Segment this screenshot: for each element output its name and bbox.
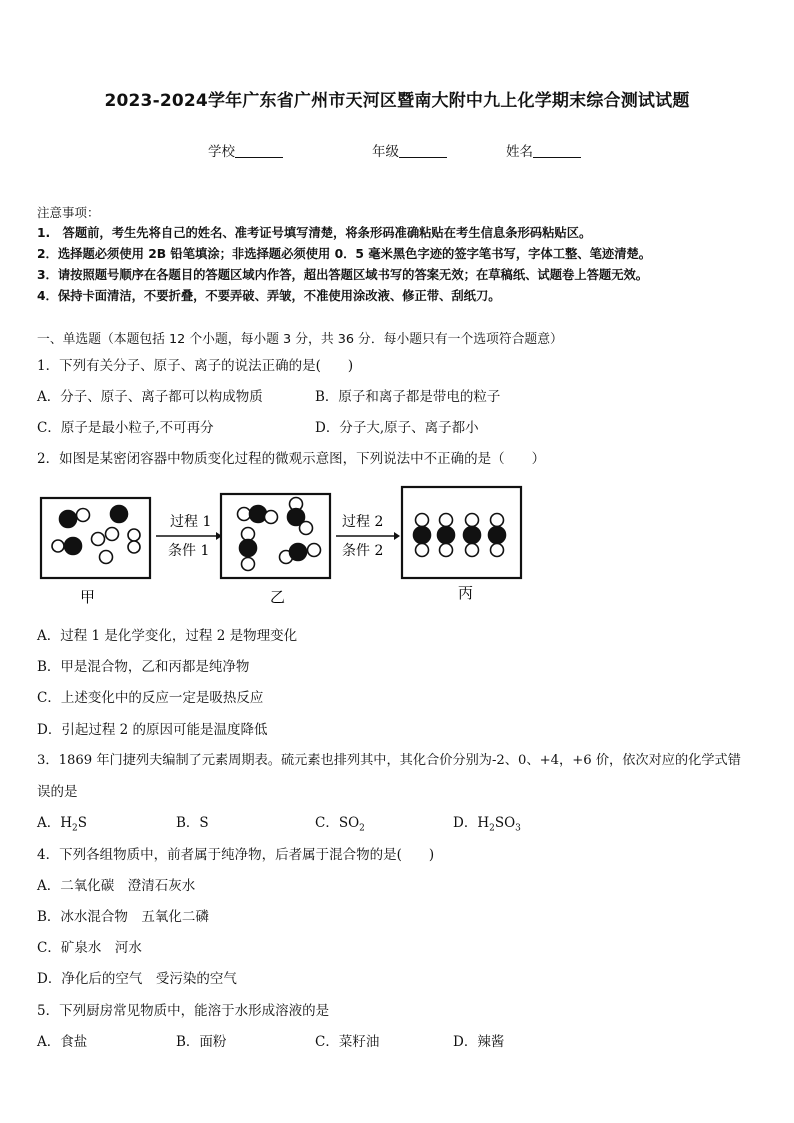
q1-option-b[interactable]: B．原子和离子都是带电的粒子: [315, 389, 501, 405]
q1-option-d[interactable]: D．分子大,原子、离子都小: [315, 420, 479, 436]
arrow1-top-label: 过程 1: [170, 514, 212, 530]
name-field[interactable]: [506, 140, 581, 160]
notice-item: 1. 答题前，考生先将自己的姓名、准考证号填写清楚，将条形码准确粘贴在考生信息条形码粘贴区。: [37, 226, 592, 240]
q5-option-b[interactable]: B．面粉: [176, 1034, 227, 1050]
q4-option-a[interactable]: A．二氧化碳 澄清石灰水: [37, 878, 196, 894]
question-3-stem: 3．1869 年门捷列夫编制了元素周期表。硫元素也排列其中，其化合价分别为-2、0、+4，+6 价，依次对应的化学式错: [37, 753, 741, 768]
grade-label: 年级: [372, 144, 399, 160]
q1-option-a[interactable]: A．分子、原子、离子都可以构成物质: [37, 389, 263, 405]
q2-option-a[interactable]: A．过程 1 是化学变化，过程 2 是物理变化: [37, 628, 298, 644]
section-heading: 一、单选题（本题包括 12 个小题，每小题 3 分，共 36 分．每小题只有一个选项符合题意）: [37, 332, 563, 347]
notice-item: 2．选择题必须使用 2B 铅笔填涂；非选择题必须使用 0．5 毫米黑色字迹的签字笔书写，字体工整、笔迹清楚。: [37, 247, 652, 261]
arrow2-bottom-label: 条件 2: [342, 543, 384, 559]
arrow2-top-label: 过程 2: [342, 514, 384, 530]
label-yi: 乙: [270, 588, 286, 606]
grade-field[interactable]: [372, 140, 447, 160]
label-bing: 丙: [458, 584, 474, 602]
question-4-stem: 4．下列各组物质中，前者属于纯净物，后者属于混合物的是( ): [37, 847, 435, 863]
notice-heading: 注意事项：: [37, 205, 100, 220]
question-1-stem: 1．下列有关分子、原子、离子的说法正确的是( ): [37, 358, 354, 374]
q4-option-c[interactable]: C．矿泉水 河水: [37, 940, 142, 956]
q2-option-c[interactable]: C．上述变化中的反应一定是吸热反应: [37, 690, 264, 706]
q4-option-b[interactable]: B．冰水混合物 五氧化二磷: [37, 909, 209, 925]
arrow-2-head: [394, 532, 400, 540]
arrow1-bottom-label: 条件 1: [168, 543, 210, 559]
question-3-stem-cont: 误的是: [37, 784, 78, 800]
school-blank[interactable]: [235, 144, 283, 158]
page-title: 2023-2024学年广东省广州市天河区暨南大附中九上化学期末综合测试试题: [104, 91, 690, 111]
q3-option-b[interactable]: B．S: [176, 815, 209, 831]
q4-option-d[interactable]: D．净化后的空气 受污染的空气: [37, 971, 237, 987]
q3-option-a[interactable]: A．$H_2S$: [37, 815, 88, 834]
q5-option-c[interactable]: C．菜籽油: [315, 1034, 380, 1050]
notice-item: 4．保持卡面清洁，不要折叠，不要弄破、弄皱，不准使用涂改液、修正带、刮纸刀。: [37, 289, 501, 303]
notice-item: 3．请按照题号顺序在各题目的答题区域内作答，超出答题区域书写的答案无效；在草稿纸、试题卷上答题无效。: [37, 268, 649, 282]
label-jia: 甲: [80, 588, 96, 606]
q3-option-d[interactable]: D．$H_2SO_3$: [453, 815, 521, 834]
question-5-stem: 5．下列厨房常见物质中，能溶于水形成溶液的是: [37, 1003, 330, 1019]
school-field[interactable]: [208, 140, 283, 160]
box-yi: [221, 494, 330, 578]
name-blank[interactable]: [533, 144, 581, 158]
q5-option-d[interactable]: D．辣酱: [453, 1034, 505, 1050]
q2-option-b[interactable]: B．甲是混合物，乙和丙都是纯净物: [37, 659, 250, 675]
question-2-stem: 2．如图是某密闭容器中物质变化过程的微观示意图，下列说法中不正确的是（ ）: [37, 451, 546, 467]
school-label: 学校: [208, 144, 235, 160]
q5-option-a[interactable]: A．食盐: [37, 1034, 88, 1050]
microscopic-diagram: [38, 484, 528, 610]
name-label: 姓名: [506, 144, 533, 160]
grade-blank[interactable]: [399, 144, 447, 158]
q2-option-d[interactable]: D．引起过程 2 的原因可能是温度降低: [37, 722, 268, 738]
q3-option-c[interactable]: C．$SO_2$: [315, 815, 365, 834]
q1-option-c[interactable]: C．原子是最小粒子,不可再分: [37, 420, 214, 436]
